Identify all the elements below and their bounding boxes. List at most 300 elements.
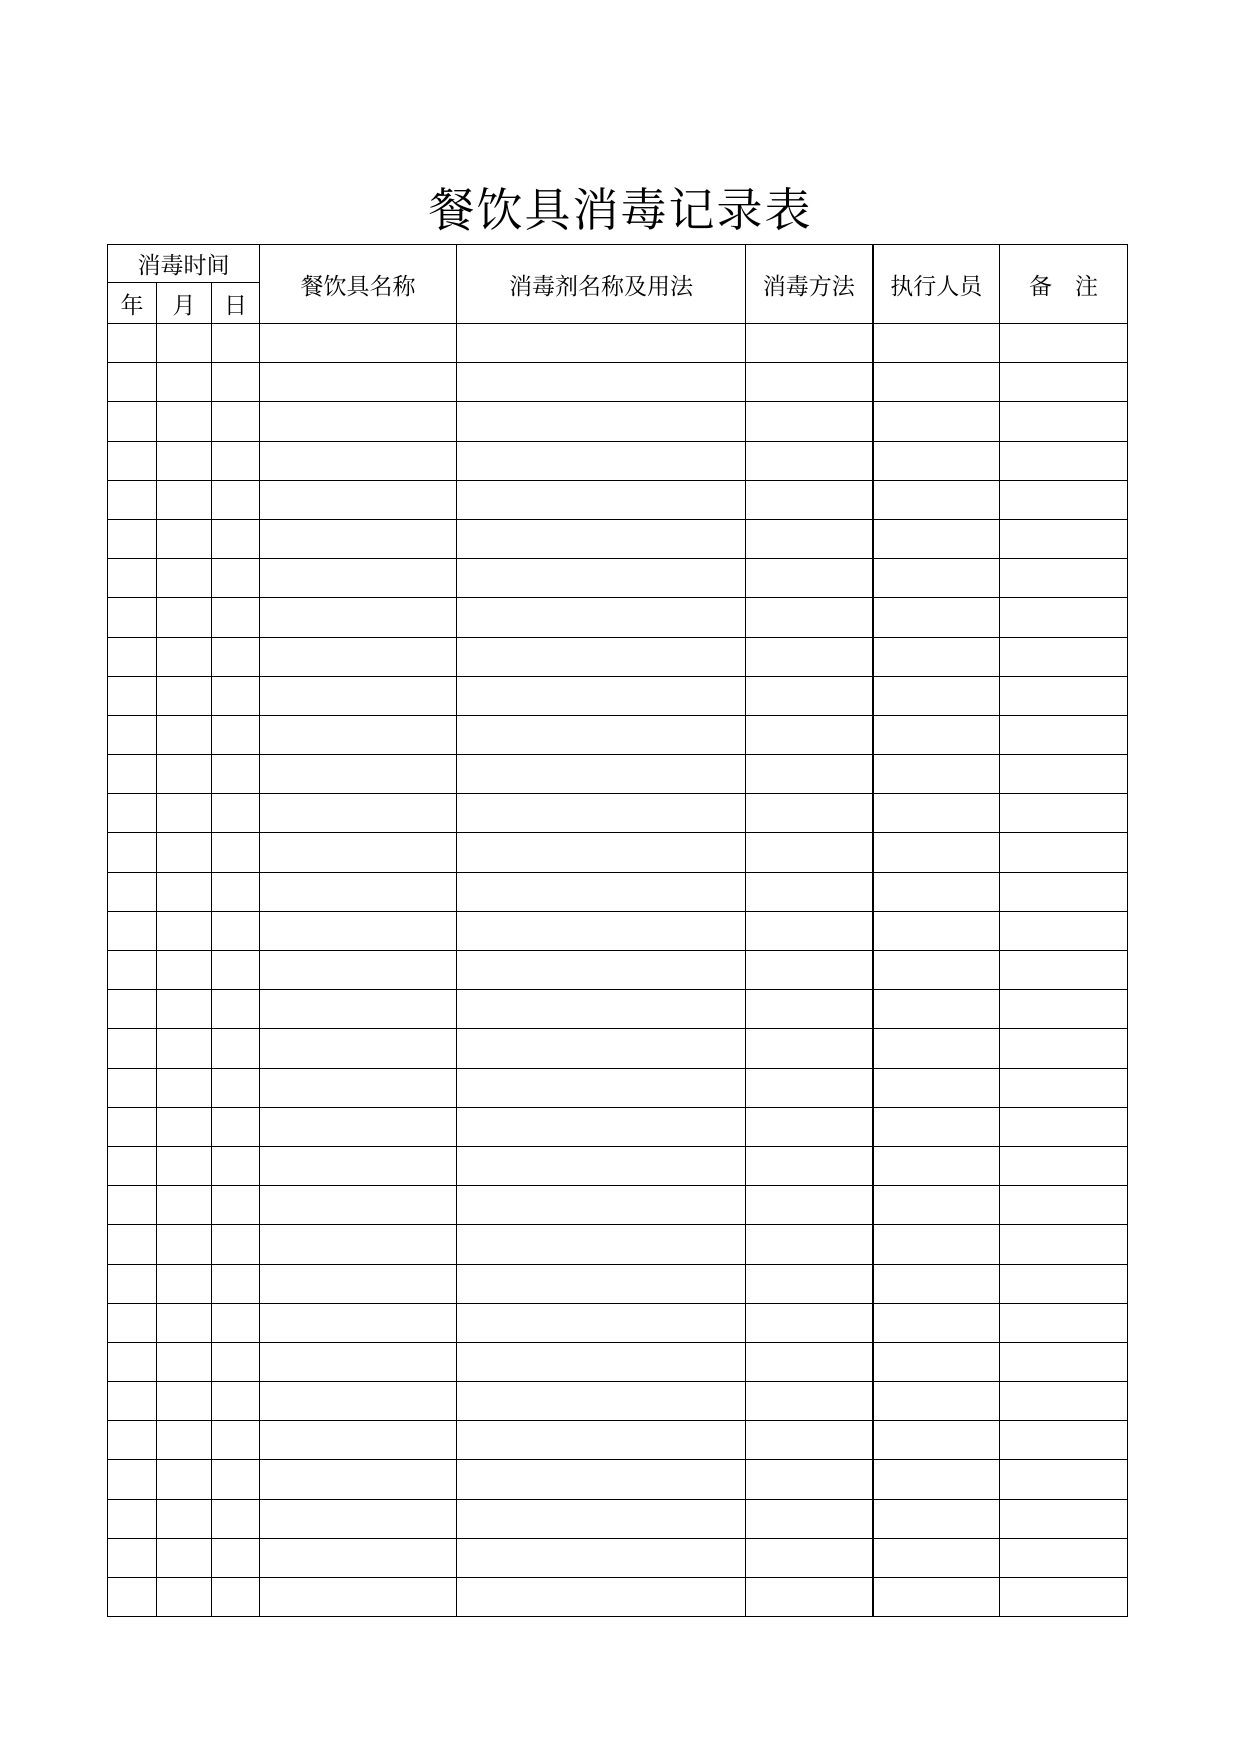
cell-day[interactable]	[212, 755, 260, 794]
cell-month[interactable]	[157, 441, 212, 480]
cell-day[interactable]	[212, 990, 260, 1029]
cell-disinfectant-usage[interactable]	[457, 911, 746, 950]
cell-disinfection-method[interactable]	[746, 1225, 873, 1264]
cell-operator[interactable]	[873, 519, 1000, 558]
cell-disinfection-method[interactable]	[746, 990, 873, 1029]
table-row	[108, 676, 1128, 715]
cell-remarks[interactable]	[1000, 1264, 1128, 1303]
cell-disinfection-method[interactable]	[746, 833, 873, 872]
cell-month[interactable]	[157, 794, 212, 833]
cell-year[interactable]	[108, 676, 157, 715]
cell-remarks[interactable]	[1000, 1382, 1128, 1421]
cell-operator[interactable]	[873, 1460, 1000, 1499]
disinfection-record-table	[107, 244, 1128, 1617]
cell-month[interactable]	[157, 1538, 212, 1577]
cell-operator[interactable]	[873, 1421, 1000, 1460]
cell-utensil-name[interactable]	[260, 715, 457, 754]
cell-day[interactable]	[212, 1186, 260, 1225]
table-row	[108, 1538, 1128, 1577]
cell-day[interactable]	[212, 1499, 260, 1538]
cell-disinfection-method[interactable]	[746, 872, 873, 911]
cell-day[interactable]	[212, 1460, 260, 1499]
cell-day[interactable]	[212, 1146, 260, 1185]
cell-year[interactable]	[108, 1421, 157, 1460]
cell-year[interactable]	[108, 990, 157, 1029]
cell-utensil-name[interactable]	[260, 519, 457, 558]
cell-day[interactable]	[212, 951, 260, 990]
cell-year[interactable]	[108, 951, 157, 990]
cell-month[interactable]	[157, 715, 212, 754]
cell-utensil-name[interactable]	[260, 1499, 457, 1538]
cell-month[interactable]	[157, 951, 212, 990]
table-row	[108, 1186, 1128, 1225]
cell-disinfectant-usage[interactable]	[457, 1146, 746, 1185]
cell-remarks[interactable]	[1000, 794, 1128, 833]
cell-disinfectant-usage[interactable]	[457, 402, 746, 441]
table-row	[108, 1382, 1128, 1421]
cell-utensil-name[interactable]	[260, 1460, 457, 1499]
cell-operator[interactable]	[873, 951, 1000, 990]
cell-utensil-name[interactable]	[260, 402, 457, 441]
cell-operator[interactable]	[873, 363, 1000, 402]
cell-remarks[interactable]	[1000, 559, 1128, 598]
cell-year[interactable]	[108, 324, 157, 363]
table-row	[108, 1029, 1128, 1068]
cell-utensil-name[interactable]	[260, 1264, 457, 1303]
table-row	[108, 911, 1128, 950]
cell-utensil-name[interactable]	[260, 676, 457, 715]
cell-year[interactable]	[108, 755, 157, 794]
table-row	[108, 1460, 1128, 1499]
table-row	[108, 363, 1128, 402]
cell-day[interactable]	[212, 1068, 260, 1107]
cell-disinfection-method[interactable]	[746, 1382, 873, 1421]
cell-operator[interactable]	[873, 872, 1000, 911]
table-row	[108, 559, 1128, 598]
cell-year[interactable]	[108, 402, 157, 441]
cell-operator[interactable]	[873, 1146, 1000, 1185]
cell-month[interactable]	[157, 637, 212, 676]
table-row	[108, 755, 1128, 794]
cell-operator[interactable]	[873, 715, 1000, 754]
cell-disinfectant-usage[interactable]	[457, 794, 746, 833]
cell-remarks[interactable]	[1000, 911, 1128, 950]
cell-disinfection-method[interactable]	[746, 1107, 873, 1146]
cell-remarks[interactable]	[1000, 755, 1128, 794]
cell-month[interactable]	[157, 1421, 212, 1460]
cell-day[interactable]	[212, 911, 260, 950]
cell-month[interactable]	[157, 1107, 212, 1146]
cell-utensil-name[interactable]	[260, 990, 457, 1029]
cell-year[interactable]	[108, 1538, 157, 1577]
cell-utensil-name[interactable]	[260, 794, 457, 833]
cell-remarks[interactable]	[1000, 637, 1128, 676]
cell-disinfection-method[interactable]	[746, 363, 873, 402]
cell-utensil-name[interactable]	[260, 1578, 457, 1617]
header-month: 月	[157, 283, 212, 324]
cell-utensil-name[interactable]	[260, 951, 457, 990]
cell-year[interactable]	[108, 1107, 157, 1146]
table-row	[108, 402, 1128, 441]
cell-month[interactable]	[157, 1499, 212, 1538]
cell-month[interactable]	[157, 1068, 212, 1107]
cell-year[interactable]	[108, 1578, 157, 1617]
cell-year[interactable]	[108, 1225, 157, 1264]
cell-operator[interactable]	[873, 1225, 1000, 1264]
cell-remarks[interactable]	[1000, 715, 1128, 754]
cell-month[interactable]	[157, 1578, 212, 1617]
cell-remarks[interactable]	[1000, 872, 1128, 911]
cell-month[interactable]	[157, 872, 212, 911]
cell-disinfectant-usage[interactable]	[457, 990, 746, 1029]
cell-disinfectant-usage[interactable]	[457, 715, 746, 754]
table-row	[108, 598, 1128, 637]
cell-month[interactable]	[157, 676, 212, 715]
cell-month[interactable]	[157, 1029, 212, 1068]
table-row	[108, 833, 1128, 872]
header-remarks: 备 注	[1000, 245, 1128, 324]
cell-utensil-name[interactable]	[260, 480, 457, 519]
cell-remarks[interactable]	[1000, 1029, 1128, 1068]
cell-remarks[interactable]	[1000, 480, 1128, 519]
cell-year[interactable]	[108, 794, 157, 833]
header-disinfection-time: 消毒时间	[108, 245, 260, 283]
cell-disinfection-method[interactable]	[746, 598, 873, 637]
cell-operator[interactable]	[873, 1578, 1000, 1617]
cell-month[interactable]	[157, 324, 212, 363]
cell-operator[interactable]	[873, 1264, 1000, 1303]
cell-day[interactable]	[212, 363, 260, 402]
cell-disinfection-method[interactable]	[746, 715, 873, 754]
cell-year[interactable]	[108, 363, 157, 402]
cell-remarks[interactable]	[1000, 1186, 1128, 1225]
cell-year[interactable]	[108, 1068, 157, 1107]
cell-disinfection-method[interactable]	[746, 1578, 873, 1617]
cell-day[interactable]	[212, 1342, 260, 1381]
cell-disinfection-method[interactable]	[746, 1342, 873, 1381]
cell-utensil-name[interactable]	[260, 363, 457, 402]
cell-disinfectant-usage[interactable]	[457, 676, 746, 715]
cell-remarks[interactable]	[1000, 402, 1128, 441]
cell-disinfection-method[interactable]	[746, 1460, 873, 1499]
cell-utensil-name[interactable]	[260, 1538, 457, 1577]
header-operator: 执行人员	[873, 245, 1000, 324]
cell-operator[interactable]	[873, 1538, 1000, 1577]
cell-disinfectant-usage[interactable]	[457, 480, 746, 519]
cell-month[interactable]	[157, 598, 212, 637]
cell-year[interactable]	[108, 1303, 157, 1342]
cell-day[interactable]	[212, 402, 260, 441]
cell-month[interactable]	[157, 402, 212, 441]
cell-day[interactable]	[212, 1382, 260, 1421]
cell-day[interactable]	[212, 559, 260, 598]
cell-disinfection-method[interactable]	[746, 1068, 873, 1107]
cell-disinfectant-usage[interactable]	[457, 833, 746, 872]
cell-month[interactable]	[157, 1342, 212, 1381]
cell-year[interactable]	[108, 1264, 157, 1303]
table-row	[108, 637, 1128, 676]
table-row	[108, 1578, 1128, 1617]
cell-utensil-name[interactable]	[260, 1068, 457, 1107]
cell-remarks[interactable]	[1000, 951, 1128, 990]
cell-utensil-name[interactable]	[260, 1421, 457, 1460]
cell-year[interactable]	[108, 1186, 157, 1225]
table-row	[108, 324, 1128, 363]
cell-disinfectant-usage[interactable]	[457, 1068, 746, 1107]
cell-month[interactable]	[157, 1186, 212, 1225]
table-row	[108, 872, 1128, 911]
cell-disinfectant-usage[interactable]	[457, 1029, 746, 1068]
cell-utensil-name[interactable]	[260, 441, 457, 480]
table-row	[108, 1225, 1128, 1264]
cell-day[interactable]	[212, 1029, 260, 1068]
cell-year[interactable]	[108, 480, 157, 519]
cell-operator[interactable]	[873, 794, 1000, 833]
cell-disinfectant-usage[interactable]	[457, 1342, 746, 1381]
cell-remarks[interactable]	[1000, 1421, 1128, 1460]
cell-disinfectant-usage[interactable]	[457, 872, 746, 911]
cell-utensil-name[interactable]	[260, 1303, 457, 1342]
cell-day[interactable]	[212, 1578, 260, 1617]
cell-month[interactable]	[157, 1460, 212, 1499]
cell-month[interactable]	[157, 559, 212, 598]
cell-operator[interactable]	[873, 402, 1000, 441]
cell-month[interactable]	[157, 1264, 212, 1303]
cell-day[interactable]	[212, 794, 260, 833]
cell-disinfectant-usage[interactable]	[457, 1382, 746, 1421]
cell-month[interactable]	[157, 480, 212, 519]
cell-year[interactable]	[108, 833, 157, 872]
cell-remarks[interactable]	[1000, 1146, 1128, 1185]
cell-remarks[interactable]	[1000, 1068, 1128, 1107]
cell-day[interactable]	[212, 676, 260, 715]
cell-disinfectant-usage[interactable]	[457, 559, 746, 598]
cell-remarks[interactable]	[1000, 441, 1128, 480]
table-body	[108, 324, 1128, 1617]
cell-operator[interactable]	[873, 1068, 1000, 1107]
cell-utensil-name[interactable]	[260, 1107, 457, 1146]
cell-remarks[interactable]	[1000, 519, 1128, 558]
cell-day[interactable]	[212, 1421, 260, 1460]
cell-remarks[interactable]	[1000, 598, 1128, 637]
cell-remarks[interactable]	[1000, 990, 1128, 1029]
cell-month[interactable]	[157, 1303, 212, 1342]
cell-remarks[interactable]	[1000, 363, 1128, 402]
cell-utensil-name[interactable]	[260, 911, 457, 950]
cell-day[interactable]	[212, 833, 260, 872]
cell-utensil-name[interactable]	[260, 872, 457, 911]
cell-remarks[interactable]	[1000, 1342, 1128, 1381]
table-row	[108, 480, 1128, 519]
cell-year[interactable]	[108, 872, 157, 911]
cell-disinfection-method[interactable]	[746, 1303, 873, 1342]
cell-disinfectant-usage[interactable]	[457, 441, 746, 480]
cell-disinfection-method[interactable]	[746, 324, 873, 363]
cell-utensil-name[interactable]	[260, 1146, 457, 1185]
cell-day[interactable]	[212, 1264, 260, 1303]
cell-operator[interactable]	[873, 1342, 1000, 1381]
cell-operator[interactable]	[873, 1499, 1000, 1538]
header-row-top	[108, 245, 1128, 283]
cell-remarks[interactable]	[1000, 1499, 1128, 1538]
cell-year[interactable]	[108, 1460, 157, 1499]
cell-remarks[interactable]	[1000, 1107, 1128, 1146]
cell-disinfectant-usage[interactable]	[457, 324, 746, 363]
cell-day[interactable]	[212, 324, 260, 363]
cell-month[interactable]	[157, 1382, 212, 1421]
cell-month[interactable]	[157, 519, 212, 558]
cell-operator[interactable]	[873, 911, 1000, 950]
cell-utensil-name[interactable]	[260, 598, 457, 637]
cell-year[interactable]	[108, 1146, 157, 1185]
cell-utensil-name[interactable]	[260, 833, 457, 872]
cell-day[interactable]	[212, 1538, 260, 1577]
cell-disinfection-method[interactable]	[746, 1499, 873, 1538]
cell-day[interactable]	[212, 598, 260, 637]
cell-remarks[interactable]	[1000, 324, 1128, 363]
cell-year[interactable]	[108, 441, 157, 480]
table-row	[108, 1146, 1128, 1185]
cell-utensil-name[interactable]	[260, 324, 457, 363]
cell-disinfectant-usage[interactable]	[457, 1264, 746, 1303]
cell-disinfectant-usage[interactable]	[457, 1186, 746, 1225]
cell-operator[interactable]	[873, 1186, 1000, 1225]
cell-remarks[interactable]	[1000, 1578, 1128, 1617]
cell-remarks[interactable]	[1000, 1538, 1128, 1577]
cell-disinfectant-usage[interactable]	[457, 755, 746, 794]
cell-month[interactable]	[157, 911, 212, 950]
cell-year[interactable]	[108, 1342, 157, 1381]
cell-operator[interactable]	[873, 559, 1000, 598]
cell-day[interactable]	[212, 480, 260, 519]
cell-operator[interactable]	[873, 833, 1000, 872]
cell-month[interactable]	[157, 990, 212, 1029]
header-utensil-name: 餐饮具名称	[260, 245, 457, 324]
cell-remarks[interactable]	[1000, 1303, 1128, 1342]
cell-year[interactable]	[108, 1382, 157, 1421]
cell-operator[interactable]	[873, 637, 1000, 676]
cell-disinfection-method[interactable]	[746, 402, 873, 441]
cell-utensil-name[interactable]	[260, 1186, 457, 1225]
cell-disinfectant-usage[interactable]	[457, 598, 746, 637]
cell-disinfection-method[interactable]	[746, 911, 873, 950]
cell-operator[interactable]	[873, 1382, 1000, 1421]
cell-remarks[interactable]	[1000, 833, 1128, 872]
cell-disinfection-method[interactable]	[746, 1264, 873, 1303]
cell-disinfectant-usage[interactable]	[457, 519, 746, 558]
cell-utensil-name[interactable]	[260, 1342, 457, 1381]
cell-year[interactable]	[108, 559, 157, 598]
cell-disinfectant-usage[interactable]	[457, 1225, 746, 1264]
cell-disinfection-method[interactable]	[746, 519, 873, 558]
cell-utensil-name[interactable]	[260, 637, 457, 676]
cell-disinfection-method[interactable]	[746, 1146, 873, 1185]
cell-day[interactable]	[212, 1225, 260, 1264]
cell-month[interactable]	[157, 363, 212, 402]
cell-disinfectant-usage[interactable]	[457, 637, 746, 676]
cell-month[interactable]	[157, 833, 212, 872]
cell-day[interactable]	[212, 1303, 260, 1342]
cell-remarks[interactable]	[1000, 1460, 1128, 1499]
cell-year[interactable]	[108, 519, 157, 558]
table-row	[108, 1107, 1128, 1146]
cell-disinfection-method[interactable]	[746, 1538, 873, 1577]
cell-operator[interactable]	[873, 324, 1000, 363]
cell-disinfection-method[interactable]	[746, 480, 873, 519]
cell-year[interactable]	[108, 1029, 157, 1068]
cell-year[interactable]	[108, 911, 157, 950]
cell-operator[interactable]	[873, 1029, 1000, 1068]
cell-utensil-name[interactable]	[260, 755, 457, 794]
cell-disinfection-method[interactable]	[746, 755, 873, 794]
cell-disinfectant-usage[interactable]	[457, 1107, 746, 1146]
cell-day[interactable]	[212, 637, 260, 676]
cell-operator[interactable]	[873, 676, 1000, 715]
cell-disinfection-method[interactable]	[746, 1186, 873, 1225]
header-disinfectant-usage: 消毒剂名称及用法	[457, 245, 746, 324]
cell-operator[interactable]	[873, 480, 1000, 519]
cell-day[interactable]	[212, 872, 260, 911]
cell-disinfectant-usage[interactable]	[457, 951, 746, 990]
cell-month[interactable]	[157, 1225, 212, 1264]
cell-operator[interactable]	[873, 1303, 1000, 1342]
header-year: 年	[108, 283, 157, 324]
cell-operator[interactable]	[873, 441, 1000, 480]
cell-utensil-name[interactable]	[260, 1225, 457, 1264]
cell-disinfection-method[interactable]	[746, 794, 873, 833]
cell-remarks[interactable]	[1000, 676, 1128, 715]
cell-disinfection-method[interactable]	[746, 951, 873, 990]
cell-disinfectant-usage[interactable]	[457, 1499, 746, 1538]
cell-disinfectant-usage[interactable]	[457, 1460, 746, 1499]
cell-day[interactable]	[212, 1107, 260, 1146]
cell-day[interactable]	[212, 441, 260, 480]
cell-year[interactable]	[108, 637, 157, 676]
cell-operator[interactable]	[873, 755, 1000, 794]
table-row	[108, 1303, 1128, 1342]
cell-year[interactable]	[108, 598, 157, 637]
cell-disinfection-method[interactable]	[746, 559, 873, 598]
cell-day[interactable]	[212, 519, 260, 558]
cell-year[interactable]	[108, 1499, 157, 1538]
table-row	[108, 1342, 1128, 1381]
cell-remarks[interactable]	[1000, 1225, 1128, 1264]
cell-month[interactable]	[157, 755, 212, 794]
cell-operator[interactable]	[873, 598, 1000, 637]
cell-operator[interactable]	[873, 990, 1000, 1029]
cell-year[interactable]	[108, 715, 157, 754]
cell-disinfectant-usage[interactable]	[457, 1538, 746, 1577]
table-row	[108, 951, 1128, 990]
cell-disinfection-method[interactable]	[746, 1029, 873, 1068]
cell-disinfection-method[interactable]	[746, 676, 873, 715]
cell-disinfection-method[interactable]	[746, 1421, 873, 1460]
cell-utensil-name[interactable]	[260, 1029, 457, 1068]
cell-operator[interactable]	[873, 1107, 1000, 1146]
cell-month[interactable]	[157, 1146, 212, 1185]
cell-utensil-name[interactable]	[260, 1382, 457, 1421]
table-row	[108, 1264, 1128, 1303]
cell-disinfection-method[interactable]	[746, 637, 873, 676]
cell-disinfectant-usage[interactable]	[457, 363, 746, 402]
cell-disinfectant-usage[interactable]	[457, 1578, 746, 1617]
cell-day[interactable]	[212, 715, 260, 754]
cell-disinfectant-usage[interactable]	[457, 1303, 746, 1342]
cell-utensil-name[interactable]	[260, 559, 457, 598]
table-row	[108, 1421, 1128, 1460]
cell-disinfection-method[interactable]	[746, 441, 873, 480]
cell-disinfectant-usage[interactable]	[457, 1421, 746, 1460]
